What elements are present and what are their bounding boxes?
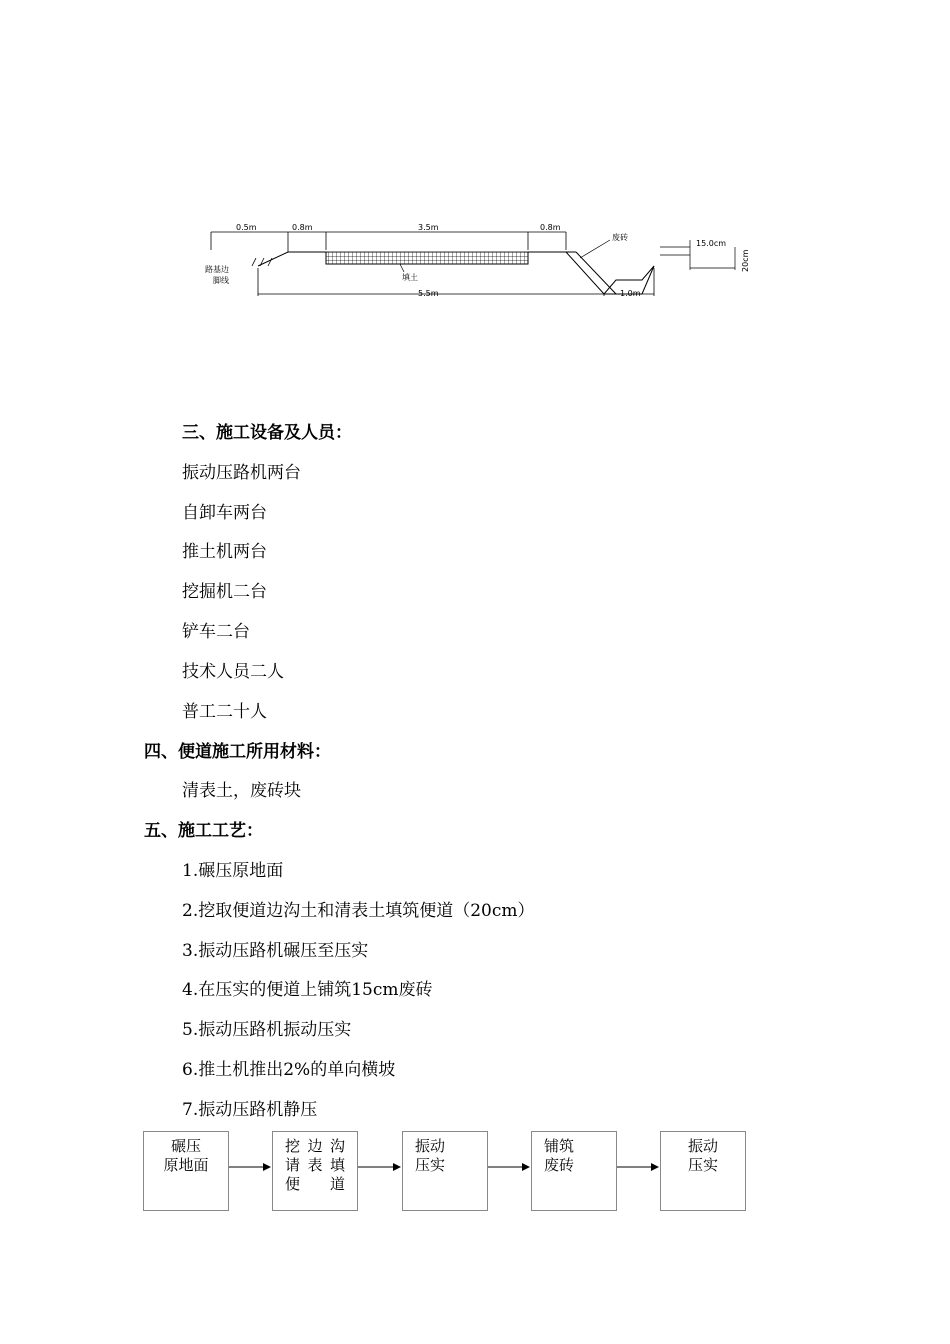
flow-step-compact-ground: 碾压 原地面	[143, 1131, 229, 1211]
road-cross-section-diagram	[0, 0, 950, 320]
section4-title: 四、便道施工所用材料：	[144, 742, 331, 762]
list-item: 4.在压实的便道上铺筑15cm废砖	[182, 980, 433, 1000]
label-waste-brick: 废砖	[612, 233, 628, 242]
flow-step-dig-and-fill: 挖边沟 请表填 便道	[272, 1131, 358, 1211]
list-item: 普工二十人	[182, 702, 267, 722]
label-thick-top: 15.0cm	[696, 239, 727, 248]
label-w-total: 5.5m	[418, 289, 439, 298]
label-w-road: 3.5m	[418, 223, 439, 232]
label-w-shoulder-left: 0.8m	[292, 223, 313, 232]
list-item: 推土机两台	[182, 542, 267, 562]
list-item: 自卸车两台	[182, 503, 267, 523]
list-item: 6.推土机推出2%的单向横坡	[182, 1060, 396, 1080]
section5-title: 五、施工工艺：	[144, 821, 263, 841]
label-w-ditch: 1.0m	[620, 289, 641, 298]
list-item: 铲车二台	[182, 622, 250, 642]
list-item: 1.碾压原地面	[182, 861, 284, 881]
list-item: 振动压路机两台	[182, 463, 301, 483]
list-item: 清表土，废砖块	[182, 781, 301, 801]
list-item: 3.振动压路机碾压至压实	[182, 941, 369, 961]
list-item: 挖掘机二台	[182, 582, 267, 602]
list-item: 技术人员二人	[182, 662, 284, 682]
section3-title: 三、施工设备及人员：	[182, 423, 352, 443]
label-edge-line-2: 脚线	[213, 276, 229, 285]
list-item: 7.振动压路机静压	[182, 1100, 318, 1120]
label-edge-line-1: 路基边	[205, 265, 229, 274]
label-fill-soil: 填土	[402, 273, 418, 282]
flow-step-lay-brick: 铺筑 废砖	[531, 1131, 617, 1211]
label-w-left: 0.5m	[236, 223, 257, 232]
label-thick-total: 20cm	[741, 249, 750, 272]
brick-layer	[326, 252, 528, 264]
list-item: 5.振动压路机振动压实	[182, 1020, 352, 1040]
label-w-shoulder-right: 0.8m	[540, 223, 561, 232]
flow-step-vibrate-compact-final: 振动 压实	[660, 1131, 746, 1211]
list-item: 2.挖取便道边沟土和清表土填筑便道（20cm）	[182, 901, 535, 921]
flow-step-vibrate-compact: 振动 压实	[402, 1131, 488, 1211]
